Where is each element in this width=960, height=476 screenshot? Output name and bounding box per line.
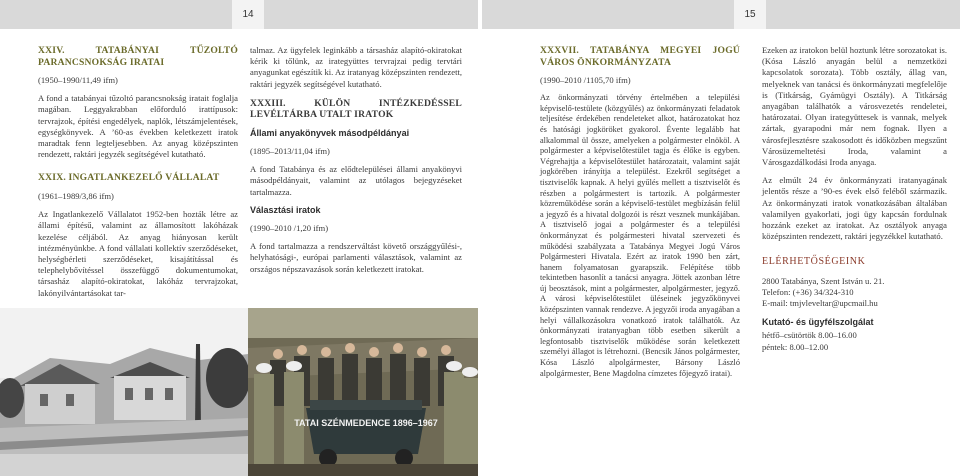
page-number: 15 [734,0,766,29]
left-column-2 [250,45,462,282]
right-page-header [482,0,960,29]
contact-block [762,256,947,352]
hours-friday: péntek: 8.00–12.00 [762,341,829,352]
subsection-title: Választási iratok [250,204,321,215]
phone: Telefon: (+36) 34/324-310 [762,286,854,297]
section-body: A fond tartalmazza a rendszerváltást követő országgyűlési-, helyhatósági-, európai parlamenti választások, valamint az országos népszavazások során keletkezett iratokat. [250,241,462,274]
section-body: A fond a tatabányai tűzoltó parancsnokság iratait foglalja magában. Leggyakrabban előforduló irattípusok: tervrajzok, építési engedélyek, naplók, létszámjelentések, egységkönyvek. A ’60-as években keletkezett iratok maradtak fenn legteljesebben. Az anyag középszinten rendezett, raktári jegyzék segítségével kutatható. [38,93,238,160]
section-body: Az elmúlt 24 év önkormányzati iratanyagának jelentős része a ’90-es évek első feléből származik. Az önkormányzati iratok vonatkozásában általában valamilyen gyakorlati, jogi ügy kapcsán fordulnak hozzánk ezeket az iratokat. Az osztályok anyaga középszinten rendezett, raktári jegyzékkel kutatható. [762,175,947,242]
left-column-1 [38,45,238,306]
section-extent: (1990–2010 /1105,70 ifm) [540,75,631,85]
subsection-title: Állami anyakönyvek másodpéldányai [250,127,410,138]
address: 2800 Tatabánya, Szent István u. 21. [762,275,885,286]
section-extent: (1895–2013/11,04 ifm) [250,146,330,157]
section-title: XXIV. TATABÁNYAI TŰZOLTÓ PARANCSNOKSÁG IRATAI [38,45,238,68]
section-title: XXXVII. TATABÁNYA MEGYEI JOGÚ VÁROS ÖNKORMÁNYZATA [540,45,740,68]
section-body: A fond Tatabánya és az elődtelepülései állami anyakönyvi másodpéldányait, valamint az utólagos bejegyzéseket tartalmazza. [250,164,462,197]
hours-weekday: hétfő–csütörtök 8.00–16.00 [762,330,857,341]
email: E-mail: tmjvleveltar@upcmail.hu [762,298,878,309]
section-extent: (1990–2010 /1,20 ifm) [250,223,329,234]
right-column-2 [762,45,947,353]
miners-photo [248,308,478,476]
section-body: Az önkormányzati törvény értelmében a települési képviselő-testülete (közgyűlés) az önkormányzati feladatok teljesítése érdekében rendeleteket alkot, határozatokat hoz és hatósági jogköröket gyakorol. Évente legalább hat alkalommal ül össze, amelyeken a polgármester elnököl. A polgármester a képviselőtestület tagja és élőke is egyben. Végrehajtja a képviselőtestület határozatait, valamint saját jogkörében irányítja a települést. Ezekről segítséget a tisztviselők kapnak. A helyi gyűlés mellett a tisztviselőt és részben a polgármestert is tartozik. A polgármester közreműködése során a képviselő-testület megbízásán felül a jegyző és a hivatal dolgozói is részt vesznek munkájában. A tisztviselő jogai a polgármester és a települési önkormányzat és polgármesteri hivatal szervezeti és működési szabályzata a Tatabánya Megyei Jogú Város Polgármesteri Hivatala. Ezért az iratok 1990 ben zárt, hanem folyamatosan gyarapszik. Felépítése több tekintetben hasonlít a tanácsi anyagra. Jöttek azonban létre új beosztások, mint a polgármester, alpolgármester, jegyző. A városi képviselőtestület üléseinek jegyzőkönyvei középszinten vannak rendezve. A jegyzői iroda anyagában a helyi vállalkozásokra vonatkozó iratok találhatók. Az önkormányzati iratanyagban több esetben sikerült a legfontosabb tisztviselők működése során keletkezett személyi állagot is létrehozni. (Bencsik János polgármester, Kósa László alpolgármester, Bársony László alpolgármester, Bene Magdolna címzetes főjegyző iratai). [540,93,740,378]
street-photo-image [0,308,248,476]
section-body: talmaz. Az ügyfelek leginkább a társasház alapító-okiratokat kérik ki tőlünk, az irategyüttes tervrajzai pedig tervtári anyagunkat egészítik ki. Az iratanyag középszinten rendezett, raktári jegyzék segítségével kutatható. [250,45,462,89]
page-number: 14 [232,0,264,29]
section-title: XXIX. INGATLANKEZELŐ VÁLLALAT [38,172,220,184]
section-title: XXXIII. KÜLÖN INTÉZKEDÉSSEL LEVÉLTÁRBA UTALT IRATOK [250,97,462,121]
contact-title: ELÉRHETŐSÉGEINK [762,256,866,268]
section-body: Az Ingatlankezelő Vállalatot 1952-ben hozták létre az állami építésű, valamint az államosított lakóházak kezelése céljából. Az anyag hiányosan került intézményünkbe. A fond vállalati kollektív szerződéseket, helységbérleti szerződéseket, kisajátítással és telephelybővítéssel összefüggő dokumentumokat, társasház alapító-okiratokat, lakóház tervrajzokat, lakónyilvántartásokat tar- [38,209,238,298]
left-page [0,0,478,476]
cart-sign-text: TATAI SZÉNMEDENCE 1896–1967 [294,418,438,428]
right-column-1 [540,45,740,386]
left-page-header [0,0,478,29]
street-photo [0,308,248,476]
right-page [482,0,960,476]
hours-title: Kutató- és ügyfélszolgálat [762,317,874,328]
miners-photo-image [248,308,478,476]
section-extent: (1961–1989/3,86 ifm) [38,190,114,201]
section-body: Ezeken az iratokon belül hoztunk létre sorozatokat is. (Kósa László anyagán belül a nemzetközi kapcsolatok sorozata). Több osztály, állag van, melyeknek van tanácsi és önkormányzati megfelelője is (Titkárság, Gyámügyi Osztály). A Titkárság anyagában találhatók a városvezetés rendeletei, határozatai. Olyan irategyüttesek is vannak, melyek zártak, gyarapodni már nem fognak. Ilyen a városfejlesztésre szakosodott és időközben megszűnt Városüzemeltetési Iroda, valamint a Városgazdálkodási Iroda anyaga. [762,45,947,168]
section-extent: (1950–1990/11,49 ifm) [38,75,118,85]
